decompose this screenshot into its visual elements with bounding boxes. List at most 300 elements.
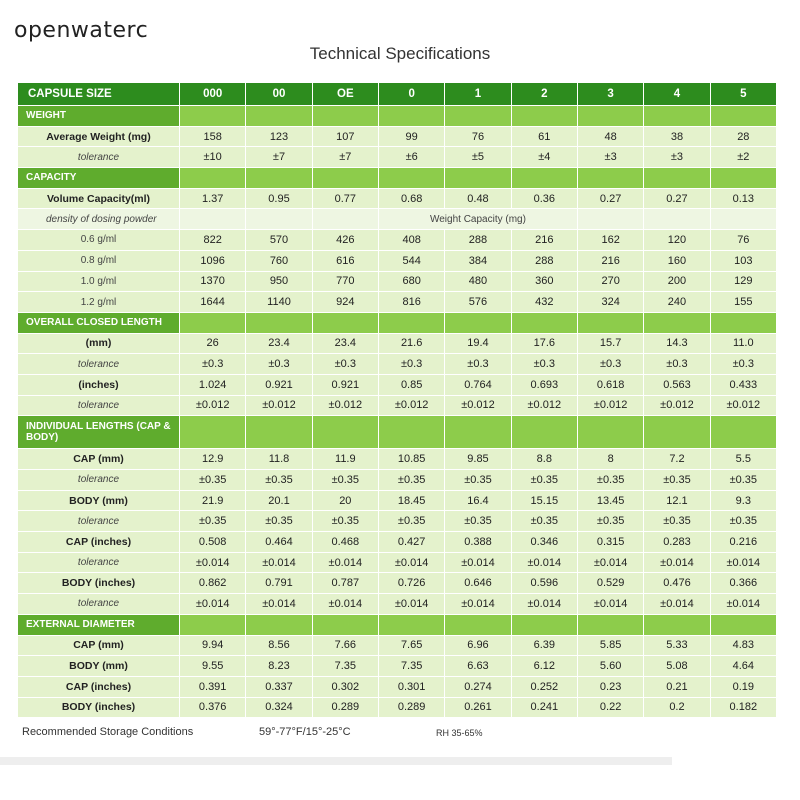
- spec-row: [18, 147, 776, 167]
- spec-value-cell: ±0.014: [313, 553, 378, 573]
- spec-value-cell: 0.388: [445, 532, 510, 552]
- section-bar-cell: [711, 416, 776, 448]
- section-bar-cell: [180, 416, 245, 448]
- spec-value-cell: ±0.3: [180, 354, 245, 374]
- spec-row: [18, 532, 776, 552]
- spec-value-cell: 816: [379, 292, 444, 312]
- spec-value-cell: 0.563: [644, 375, 709, 395]
- spec-value-cell: 11.9: [313, 449, 378, 469]
- spec-value-cell: 0.391: [180, 677, 245, 697]
- spec-value-cell: 0.22: [578, 698, 643, 718]
- capsule-size-header-cell: 3: [578, 83, 643, 105]
- spec-value-cell: 760: [246, 251, 311, 271]
- spec-row-label: 1.0 g/ml: [18, 272, 179, 292]
- spec-value-cell: ±0.35: [180, 470, 245, 490]
- spec-value-cell: ±0.3: [711, 354, 776, 374]
- capsule-size-header-cell: 4: [644, 83, 709, 105]
- section-header-row: [18, 168, 776, 188]
- section-bar-cell: [512, 168, 577, 188]
- spec-value-cell: 0.529: [578, 573, 643, 593]
- storage-temperature: 59°-77°F/15°-25°C: [259, 726, 351, 738]
- spec-value-cell: 0.252: [512, 677, 577, 697]
- spec-value-cell: ±3: [578, 147, 643, 167]
- spec-value-cell: 240: [644, 292, 709, 312]
- specifications-table: [17, 82, 777, 718]
- spec-value-cell: 0.27: [578, 189, 643, 209]
- spec-value-cell: 15.7: [578, 334, 643, 354]
- spec-value-cell: 48: [578, 127, 643, 147]
- section-bar-cell: [246, 615, 311, 635]
- spec-row: [18, 470, 776, 490]
- spec-value-cell: ±0.35: [246, 470, 311, 490]
- spec-value-cell: 0.283: [644, 532, 709, 552]
- spec-value-cell: 1.024: [180, 375, 245, 395]
- spec-value-cell: 0.464: [246, 532, 311, 552]
- spec-value-cell: ±0.014: [644, 594, 709, 614]
- spec-value-cell: ±0.35: [512, 470, 577, 490]
- spec-value-cell: ±0.014: [711, 553, 776, 573]
- spec-value-cell: 0.646: [445, 573, 510, 593]
- spec-value-cell: ±0.35: [445, 511, 510, 531]
- spec-value-cell: 5.60: [578, 656, 643, 676]
- spec-row-label: BODY (mm): [18, 656, 179, 676]
- spec-value-cell: ±0.35: [313, 511, 378, 531]
- spec-value-cell: 360: [512, 272, 577, 292]
- section-bar-cell: [180, 106, 245, 126]
- spec-value-cell: 8: [578, 449, 643, 469]
- spec-value-cell: ±0.35: [246, 511, 311, 531]
- spec-value-cell: ±4: [512, 147, 577, 167]
- section-bar-cell: [512, 416, 577, 448]
- section-bar-cell: [313, 313, 378, 333]
- spec-value-cell: 324: [578, 292, 643, 312]
- spec-value-cell: 162: [578, 230, 643, 250]
- spec-value-cell: 76: [711, 230, 776, 250]
- section-bar-cell: [313, 615, 378, 635]
- spec-value-cell: 822: [180, 230, 245, 250]
- spec-value-cell: 616: [313, 251, 378, 271]
- spec-row: [18, 354, 776, 374]
- spec-value-cell: 0.302: [313, 677, 378, 697]
- spec-value-cell: 570: [246, 230, 311, 250]
- spec-value-cell: 0.787: [313, 573, 378, 593]
- section-bar-cell: [711, 106, 776, 126]
- section-bar-cell: [313, 416, 378, 448]
- section-bar-cell: [379, 416, 444, 448]
- section-bar-cell: [644, 313, 709, 333]
- spec-value-cell: 408: [379, 230, 444, 250]
- spec-value-cell: 99: [379, 127, 444, 147]
- spec-value-cell: 0.376: [180, 698, 245, 718]
- section-bar-cell: [180, 615, 245, 635]
- spec-value-cell: ±0.35: [445, 470, 510, 490]
- spec-value-cell: 129: [711, 272, 776, 292]
- spec-value-cell: 1644: [180, 292, 245, 312]
- spec-value-cell: ±2: [711, 147, 776, 167]
- spec-value-cell: ±0.012: [512, 396, 577, 416]
- spec-row: [18, 272, 776, 292]
- spec-value-cell: ±7: [246, 147, 311, 167]
- spec-row: [18, 636, 776, 656]
- spec-value-cell: 5.5: [711, 449, 776, 469]
- spec-value-cell: 0.301: [379, 677, 444, 697]
- spec-value-cell: ±0.014: [578, 553, 643, 573]
- spec-value-cell: ±0.3: [644, 354, 709, 374]
- section-header-row: [18, 106, 776, 126]
- section-header-row: [18, 615, 776, 635]
- section-bar-cell: [379, 615, 444, 635]
- spec-row-label: tolerance: [18, 511, 179, 531]
- spec-row-label: tolerance: [18, 354, 179, 374]
- spec-row-label: (inches): [18, 375, 179, 395]
- capsule-size-header-cell: 0: [379, 83, 444, 105]
- spec-value-cell: 0.791: [246, 573, 311, 593]
- section-bar-cell: [445, 313, 510, 333]
- section-bar-cell: [379, 313, 444, 333]
- spec-value-cell: 12.1: [644, 491, 709, 511]
- section-bar-cell: [180, 313, 245, 333]
- spec-row: [18, 209, 776, 229]
- section-bar-cell: [445, 615, 510, 635]
- bottom-divider: [0, 757, 672, 765]
- spec-row-label: CAP (inches): [18, 532, 179, 552]
- section-bar-cell: [246, 168, 311, 188]
- spec-value-cell: 18.45: [379, 491, 444, 511]
- spec-value-cell: ±0.3: [512, 354, 577, 374]
- spec-value-cell: 1096: [180, 251, 245, 271]
- weight-capacity-note: Weight Capacity (mg): [379, 209, 577, 229]
- spec-value-cell: ±0.014: [246, 553, 311, 573]
- spec-value-cell: ±0.3: [445, 354, 510, 374]
- spec-value-cell: 0.289: [379, 698, 444, 718]
- storage-humidity: RH 35-65%: [436, 728, 483, 738]
- spec-value-cell: 9.3: [711, 491, 776, 511]
- spec-row: [18, 656, 776, 676]
- section-title: WEIGHT: [18, 106, 179, 126]
- spec-value-cell: 432: [512, 292, 577, 312]
- spec-value-cell: ±0.014: [445, 594, 510, 614]
- spec-value-cell: 20.1: [246, 491, 311, 511]
- spec-value-cell: ±0.3: [379, 354, 444, 374]
- spec-value-cell: 7.35: [379, 656, 444, 676]
- spec-value-cell: 7.2: [644, 449, 709, 469]
- spec-value-cell: 0.921: [313, 375, 378, 395]
- spec-value-cell: 16.4: [445, 491, 510, 511]
- spec-value-cell: 0.862: [180, 573, 245, 593]
- spec-value-cell: 576: [445, 292, 510, 312]
- spec-value-cell: 21.6: [379, 334, 444, 354]
- section-bar-cell: [578, 615, 643, 635]
- spec-row: [18, 553, 776, 573]
- section-bar-cell: [512, 106, 577, 126]
- spec-row-label: BODY (inches): [18, 698, 179, 718]
- section-bar-cell: [313, 168, 378, 188]
- spec-row: [18, 251, 776, 271]
- spec-value-cell: 123: [246, 127, 311, 147]
- section-title: EXTERNAL DIAMETER: [18, 615, 179, 635]
- spec-value-cell: 0.19: [711, 677, 776, 697]
- spec-value-cell: ±0.014: [246, 594, 311, 614]
- section-bar-cell: [711, 168, 776, 188]
- spec-value-cell: 11.8: [246, 449, 311, 469]
- spec-row: [18, 396, 776, 416]
- watermark-text: openwaterc: [14, 18, 149, 43]
- section-bar-cell: [379, 168, 444, 188]
- capsule-size-header-cell: 00: [246, 83, 311, 105]
- spec-value-cell: 5.33: [644, 636, 709, 656]
- spec-row: [18, 127, 776, 147]
- spec-value-cell: 19.4: [445, 334, 510, 354]
- spec-value-cell: 0.68: [379, 189, 444, 209]
- spec-empty-cell: [246, 209, 311, 229]
- spec-value-cell: 26: [180, 334, 245, 354]
- spec-value-cell: 0.346: [512, 532, 577, 552]
- spec-value-cell: 21.9: [180, 491, 245, 511]
- spec-value-cell: ±0.014: [180, 553, 245, 573]
- spec-row-label: tolerance: [18, 594, 179, 614]
- spec-value-cell: 17.6: [512, 334, 577, 354]
- section-bar-cell: [313, 106, 378, 126]
- section-bar-cell: [578, 168, 643, 188]
- spec-value-cell: ±0.014: [644, 553, 709, 573]
- spec-value-cell: 426: [313, 230, 378, 250]
- spec-value-cell: 76: [445, 127, 510, 147]
- spec-value-cell: ±0.014: [512, 594, 577, 614]
- spec-value-cell: ±0.012: [711, 396, 776, 416]
- spec-value-cell: 384: [445, 251, 510, 271]
- spec-row-label: tolerance: [18, 396, 179, 416]
- section-bar-cell: [246, 106, 311, 126]
- spec-value-cell: 288: [445, 230, 510, 250]
- spec-row: [18, 449, 776, 469]
- capsule-size-header-cell: 5: [711, 83, 776, 105]
- capsule-size-header-cell: 2: [512, 83, 577, 105]
- spec-value-cell: ±0.012: [180, 396, 245, 416]
- spec-value-cell: ±0.35: [711, 470, 776, 490]
- spec-value-cell: 0.27: [644, 189, 709, 209]
- spec-value-cell: 770: [313, 272, 378, 292]
- spec-value-cell: ±0.014: [379, 553, 444, 573]
- spec-value-cell: 160: [644, 251, 709, 271]
- spec-value-cell: ±0.014: [512, 553, 577, 573]
- spec-value-cell: 28: [711, 127, 776, 147]
- spec-row-label: Volume Capacity(ml): [18, 189, 179, 209]
- section-bar-cell: [644, 615, 709, 635]
- spec-value-cell: 0.315: [578, 532, 643, 552]
- spec-value-cell: 4.64: [711, 656, 776, 676]
- section-bar-cell: [578, 313, 643, 333]
- spec-value-cell: 9.55: [180, 656, 245, 676]
- spec-value-cell: ±0.3: [578, 354, 643, 374]
- spec-value-cell: 158: [180, 127, 245, 147]
- spec-value-cell: 23.4: [246, 334, 311, 354]
- section-bar-cell: [246, 416, 311, 448]
- section-bar-cell: [445, 416, 510, 448]
- spec-value-cell: 6.63: [445, 656, 510, 676]
- spec-value-cell: 0.468: [313, 532, 378, 552]
- spec-value-cell: 0.241: [512, 698, 577, 718]
- spec-value-cell: ±0.35: [711, 511, 776, 531]
- spec-value-cell: ±0.012: [379, 396, 444, 416]
- section-bar-cell: [644, 416, 709, 448]
- spec-row: [18, 292, 776, 312]
- spec-value-cell: 7.66: [313, 636, 378, 656]
- capsule-size-header-cell: OE: [313, 83, 378, 105]
- spec-value-cell: 5.08: [644, 656, 709, 676]
- spec-value-cell: ±0.35: [578, 511, 643, 531]
- spec-value-cell: ±0.014: [180, 594, 245, 614]
- spec-value-cell: 1.37: [180, 189, 245, 209]
- spec-value-cell: 0.764: [445, 375, 510, 395]
- spec-value-cell: 0.48: [445, 189, 510, 209]
- spec-value-cell: 0.921: [246, 375, 311, 395]
- spec-value-cell: ±7: [313, 147, 378, 167]
- spec-value-cell: 23.4: [313, 334, 378, 354]
- spec-value-cell: 155: [711, 292, 776, 312]
- section-bar-cell: [711, 313, 776, 333]
- spec-row: [18, 511, 776, 531]
- spec-value-cell: 8.56: [246, 636, 311, 656]
- spec-value-cell: 0.36: [512, 189, 577, 209]
- spec-value-cell: 5.85: [578, 636, 643, 656]
- spec-value-cell: 61: [512, 127, 577, 147]
- spec-value-cell: ±0.35: [180, 511, 245, 531]
- storage-conditions: [22, 726, 782, 744]
- spec-value-cell: 0.324: [246, 698, 311, 718]
- spec-row: [18, 230, 776, 250]
- spec-value-cell: 12.9: [180, 449, 245, 469]
- spec-value-cell: ±0.014: [379, 594, 444, 614]
- spec-value-cell: 4.83: [711, 636, 776, 656]
- spec-row-label: 0.6 g/ml: [18, 230, 179, 250]
- section-bar-cell: [180, 168, 245, 188]
- spec-value-cell: 0.427: [379, 532, 444, 552]
- spec-sheet: [17, 82, 777, 718]
- spec-row-label: CAP (mm): [18, 636, 179, 656]
- spec-empty-cell: [711, 209, 776, 229]
- spec-row-label: BODY (inches): [18, 573, 179, 593]
- spec-row: [18, 573, 776, 593]
- section-bar-cell: [246, 313, 311, 333]
- spec-value-cell: 0.508: [180, 532, 245, 552]
- spec-row-label: tolerance: [18, 470, 179, 490]
- section-title: INDIVIDUAL LENGTHS (CAP & BODY): [18, 416, 179, 448]
- section-title: OVERALL CLOSED LENGTH: [18, 313, 179, 333]
- spec-value-cell: 0.726: [379, 573, 444, 593]
- spec-value-cell: 0.95: [246, 189, 311, 209]
- spec-value-cell: ±0.012: [246, 396, 311, 416]
- spec-empty-cell: [578, 209, 643, 229]
- spec-value-cell: 950: [246, 272, 311, 292]
- spec-value-cell: ±0.014: [578, 594, 643, 614]
- spec-value-cell: 270: [578, 272, 643, 292]
- spec-value-cell: 0.366: [711, 573, 776, 593]
- section-bar-cell: [512, 313, 577, 333]
- spec-value-cell: 0.289: [313, 698, 378, 718]
- spec-value-cell: 544: [379, 251, 444, 271]
- capsule-size-header-cell: 1: [445, 83, 510, 105]
- spec-empty-cell: [313, 209, 378, 229]
- spec-row: [18, 594, 776, 614]
- spec-value-cell: ±3: [644, 147, 709, 167]
- spec-value-cell: 0.21: [644, 677, 709, 697]
- section-header-row: [18, 416, 776, 448]
- spec-value-cell: ±5: [445, 147, 510, 167]
- spec-value-cell: ±0.014: [445, 553, 510, 573]
- spec-value-cell: ±6: [379, 147, 444, 167]
- spec-value-cell: 107: [313, 127, 378, 147]
- spec-value-cell: 0.85: [379, 375, 444, 395]
- spec-value-cell: 216: [512, 230, 577, 250]
- spec-value-cell: ±0.3: [246, 354, 311, 374]
- spec-value-cell: ±10: [180, 147, 245, 167]
- spec-value-cell: 0.216: [711, 532, 776, 552]
- section-bar-cell: [644, 168, 709, 188]
- section-bar-cell: [711, 615, 776, 635]
- spec-value-cell: 7.65: [379, 636, 444, 656]
- spec-row-label: tolerance: [18, 553, 179, 573]
- spec-value-cell: 7.35: [313, 656, 378, 676]
- spec-value-cell: 0.596: [512, 573, 577, 593]
- page-title: Technical Specifications: [309, 44, 491, 63]
- spec-row: [18, 189, 776, 209]
- spec-row-label: BODY (mm): [18, 491, 179, 511]
- spec-empty-cell: [180, 209, 245, 229]
- spec-row-label: CAP (inches): [18, 677, 179, 697]
- spec-value-cell: 0.693: [512, 375, 577, 395]
- spec-value-cell: ±0.012: [644, 396, 709, 416]
- section-bar-cell: [512, 615, 577, 635]
- spec-value-cell: ±0.35: [379, 511, 444, 531]
- spec-value-cell: ±0.012: [313, 396, 378, 416]
- spec-value-cell: 0.2: [644, 698, 709, 718]
- spec-value-cell: 120: [644, 230, 709, 250]
- spec-value-cell: 288: [512, 251, 577, 271]
- spec-value-cell: 11.0: [711, 334, 776, 354]
- spec-value-cell: 0.77: [313, 189, 378, 209]
- spec-value-cell: ±0.3: [313, 354, 378, 374]
- spec-value-cell: 38: [644, 127, 709, 147]
- spec-value-cell: 6.12: [512, 656, 577, 676]
- spec-value-cell: 10.85: [379, 449, 444, 469]
- spec-value-cell: 0.182: [711, 698, 776, 718]
- spec-value-cell: ±0.35: [578, 470, 643, 490]
- spec-row: [18, 698, 776, 718]
- spec-value-cell: 14.3: [644, 334, 709, 354]
- spec-row: [18, 375, 776, 395]
- section-bar-cell: [578, 106, 643, 126]
- spec-value-cell: ±0.35: [313, 470, 378, 490]
- spec-row-label: 1.2 g/ml: [18, 292, 179, 312]
- specifications-table-body: [18, 83, 776, 717]
- spec-value-cell: 9.85: [445, 449, 510, 469]
- spec-row-label: 0.8 g/ml: [18, 251, 179, 271]
- spec-value-cell: 103: [711, 251, 776, 271]
- spec-row-label: CAP (mm): [18, 449, 179, 469]
- spec-value-cell: 8.8: [512, 449, 577, 469]
- spec-value-cell: ±0.014: [711, 594, 776, 614]
- spec-value-cell: 9.94: [180, 636, 245, 656]
- spec-row: [18, 491, 776, 511]
- spec-value-cell: 1140: [246, 292, 311, 312]
- spec-value-cell: 8.23: [246, 656, 311, 676]
- spec-row: [18, 334, 776, 354]
- spec-value-cell: 6.96: [445, 636, 510, 656]
- section-bar-cell: [445, 106, 510, 126]
- section-bar-cell: [445, 168, 510, 188]
- spec-value-cell: 0.476: [644, 573, 709, 593]
- spec-value-cell: 480: [445, 272, 510, 292]
